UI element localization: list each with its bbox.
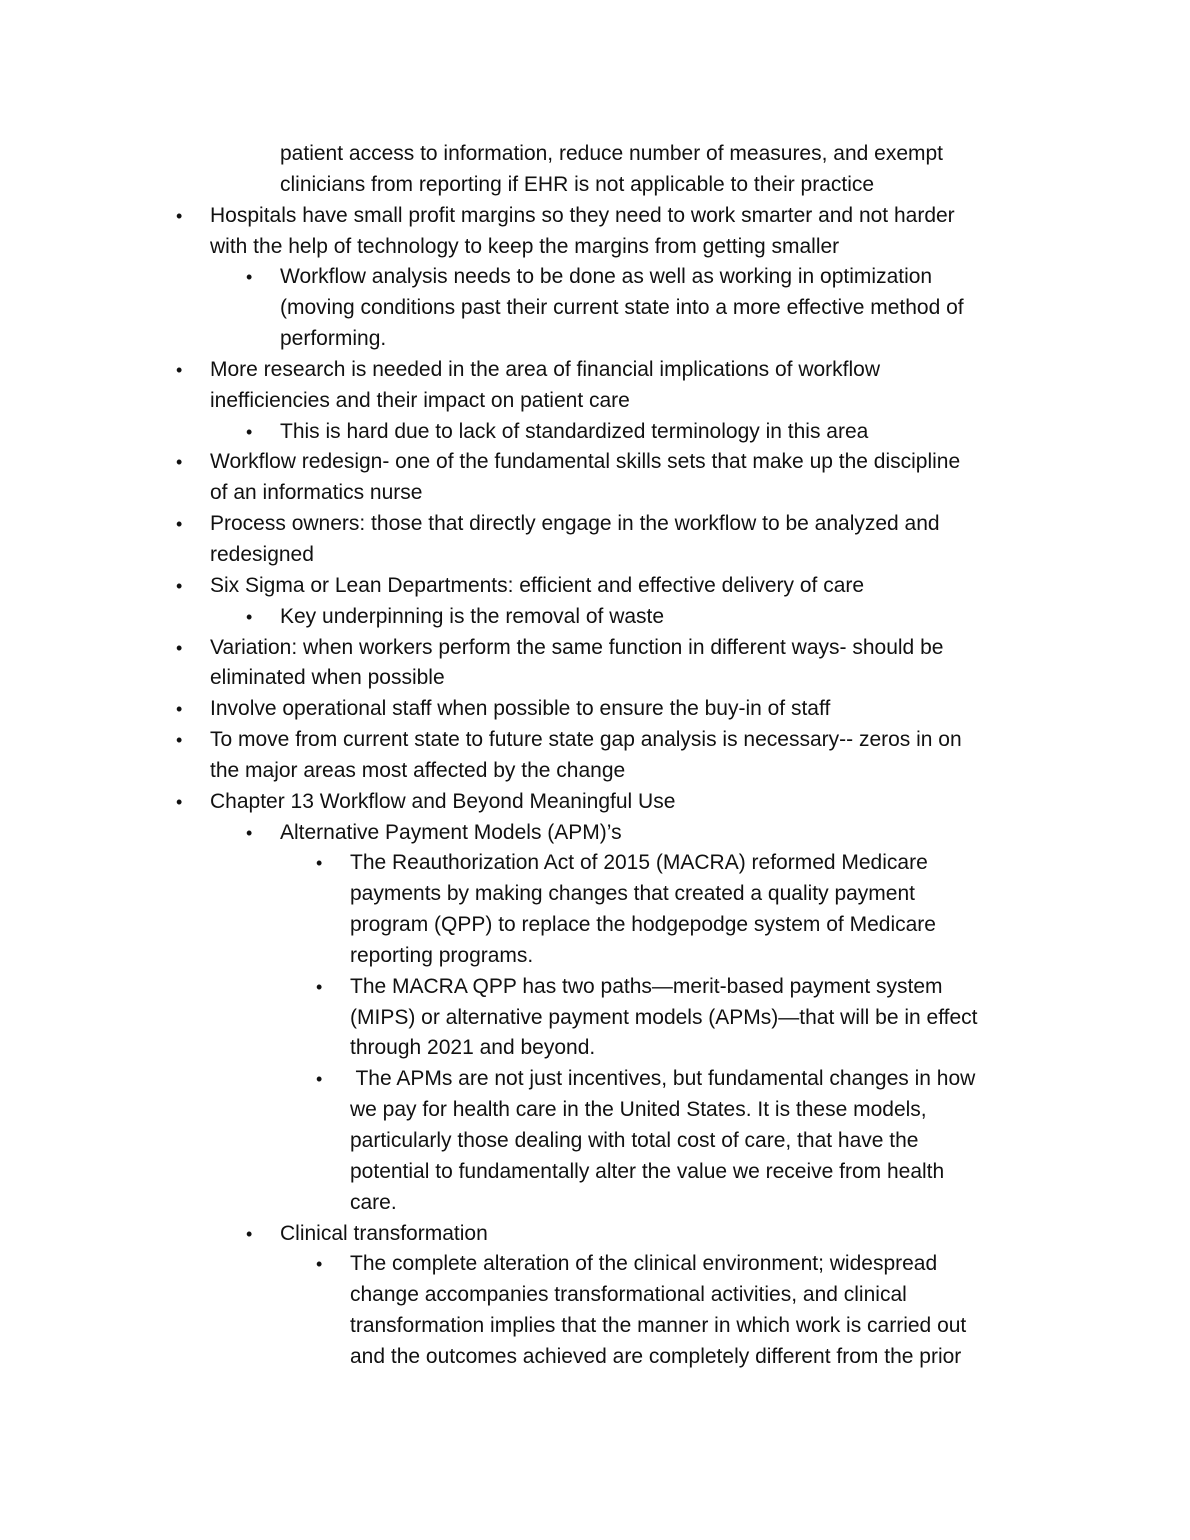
list-item-text: of an informatics nurse <box>210 481 423 505</box>
bullet-icon: • <box>246 267 253 288</box>
document-body <box>0 139 1190 1373</box>
text-line <box>0 848 1190 879</box>
list-item-text: reporting programs. <box>350 943 534 967</box>
text-line <box>0 1126 1190 1157</box>
list-item <box>0 447 1190 509</box>
list-item-text: clinicians from reporting if EHR is not applicable to their practice <box>280 172 875 196</box>
text-line <box>0 509 1190 540</box>
list-item-text: we pay for health care in the United States. It is these models, <box>350 1098 927 1122</box>
text-line <box>0 139 1190 170</box>
bullet-icon: • <box>246 822 253 843</box>
list-item <box>0 355 1190 417</box>
text-line <box>0 1157 1190 1188</box>
text-line <box>0 756 1190 787</box>
list-item-text: through 2021 and beyond. <box>350 1036 596 1060</box>
list-item-text: Involve operational staff when possible to ensure the buy-in of staff <box>210 697 831 721</box>
list-item-text: The complete alteration of the clinical environment; widespread <box>350 1252 938 1276</box>
list-item <box>0 694 1190 725</box>
list-item-text: the major areas most affected by the change <box>210 758 626 782</box>
text-line <box>0 540 1190 571</box>
list-item-text: eliminated when possible <box>210 666 445 690</box>
text-line <box>0 972 1190 1003</box>
list-item-text: Key underpinning is the removal of waste <box>280 604 665 628</box>
list-item <box>0 1249 1190 1372</box>
bullet-icon: • <box>316 853 323 874</box>
text-line <box>0 941 1190 972</box>
list-item-text: (MIPS) or alternative payment models (APMs)—that will be in effect <box>350 1005 978 1029</box>
text-line <box>0 633 1190 664</box>
list-item-text: Alternative Payment Models (APM)’s <box>280 820 622 844</box>
text-line <box>0 1219 1190 1250</box>
list-item-text: Workflow redesign- one of the fundamental skills sets that make up the discipline <box>210 450 961 474</box>
list-item-text: Clinical transformation <box>280 1221 488 1245</box>
list-item-text: This is hard due to lack of standardized terminology in this area <box>280 419 869 443</box>
bullet-icon: • <box>316 1069 323 1090</box>
text-line <box>0 478 1190 509</box>
list-item <box>0 1064 1190 1218</box>
list-item-text: payments by making changes that created a quality payment <box>350 882 915 906</box>
bullet-icon: • <box>176 514 183 535</box>
text-line <box>0 262 1190 293</box>
text-line <box>0 232 1190 263</box>
list-item <box>0 602 1190 633</box>
bullet-icon: • <box>176 452 183 473</box>
text-line <box>0 1249 1190 1280</box>
text-line <box>0 1280 1190 1311</box>
list-item-text: particularly those dealing with total cost of care, that have the <box>350 1129 919 1152</box>
list-item-text: redesigned <box>210 542 314 566</box>
bullet-icon: • <box>246 606 253 627</box>
list-item-text: care. <box>350 1190 397 1214</box>
list-item-text: with the help of technology to keep the margins from getting smaller <box>210 234 840 258</box>
list-item <box>0 818 1190 849</box>
bullet-icon: • <box>316 976 323 997</box>
text-line <box>0 725 1190 756</box>
list-item-text: program (QPP) to replace the hodgepodge system of Medicare <box>350 913 936 937</box>
text-line <box>0 879 1190 910</box>
list-item-text: More research is needed in the area of financial implications of workflow <box>210 357 881 381</box>
bullet-icon: • <box>176 575 183 596</box>
list-item <box>0 201 1190 263</box>
list-item-text: Process owners: those that directly engage in the workflow to be analyzed and <box>210 512 940 536</box>
list-item <box>0 1219 1190 1250</box>
text-line <box>0 1342 1190 1373</box>
list-item <box>0 725 1190 787</box>
list-item-text: Hospitals have small profit margins so they need to work smarter and not harder <box>210 203 955 227</box>
text-line <box>0 201 1190 232</box>
text-line <box>0 447 1190 478</box>
text-line <box>0 663 1190 694</box>
list-item-text: and the outcomes achieved are completely different from the prior <box>350 1344 962 1368</box>
bullet-icon: • <box>246 421 253 442</box>
list-item-text: inefficiencies and their impact on patient care <box>210 388 630 412</box>
list-item <box>0 848 1190 971</box>
text-line <box>0 910 1190 941</box>
list-item-text: The Reauthorization Act of 2015 (MACRA) reformed Medicare <box>350 851 928 875</box>
text-line <box>0 386 1190 417</box>
list-item <box>0 262 1190 355</box>
list-item-text: Workflow analysis needs to be done as well as working in optimization <box>280 265 933 289</box>
bullet-icon: • <box>176 730 183 751</box>
list-item-text: performing. <box>280 327 387 351</box>
bullet-icon: • <box>176 699 183 720</box>
list-item-text: Variation: when workers perform the same function in different ways- should be <box>210 635 944 659</box>
list-item-text: Chapter 13 Workflow and Beyond Meaningful Use <box>210 789 676 813</box>
list-item <box>0 972 1190 1065</box>
list-item <box>0 571 1190 602</box>
list-item-text: patient access to information, reduce number of measures, and exempt <box>280 142 944 165</box>
text-line <box>0 355 1190 386</box>
text-line <box>0 571 1190 602</box>
list-item <box>0 509 1190 571</box>
bullet-icon: • <box>176 205 183 226</box>
text-line <box>0 293 1190 324</box>
bullet-icon: • <box>316 1254 323 1275</box>
list-item-text: To move from current state to future state gap analysis is necessary-- zeros in on <box>210 728 962 752</box>
text-line <box>0 602 1190 633</box>
list-item <box>0 417 1190 448</box>
text-line <box>0 1311 1190 1342</box>
text-line <box>0 170 1190 201</box>
text-line <box>0 1188 1190 1219</box>
text-line <box>0 324 1190 355</box>
list-item-text: (moving conditions past their current state into a more effective method of <box>280 296 964 320</box>
bullet-icon: • <box>176 637 183 658</box>
list-item <box>0 139 1190 201</box>
bullet-icon: • <box>246 1223 253 1244</box>
bullet-icon: • <box>176 791 183 812</box>
list-item-text: change accompanies transformational activities, and clinical <box>350 1283 907 1307</box>
list-item <box>0 787 1190 818</box>
list-item-text: The APMs are not just incentives, but fundamental changes in how <box>350 1067 976 1091</box>
list-item-text: The MACRA QPP has two paths—merit-based payment system <box>350 974 943 998</box>
text-line <box>0 1003 1190 1034</box>
list-item-text: transformation implies that the manner in which work is carried out <box>350 1314 967 1338</box>
text-line <box>0 1095 1190 1126</box>
list-item <box>0 633 1190 695</box>
text-line <box>0 818 1190 849</box>
list-item-text: Six Sigma or Lean Departments: efficient and effective delivery of care <box>210 573 865 597</box>
text-line <box>0 1064 1190 1095</box>
list-item-text: potential to fundamentally alter the value we receive from health <box>350 1159 945 1183</box>
text-line <box>0 1033 1190 1064</box>
text-line <box>0 694 1190 725</box>
text-line <box>0 787 1190 818</box>
text-line <box>0 417 1190 448</box>
bullet-icon: • <box>176 359 183 380</box>
